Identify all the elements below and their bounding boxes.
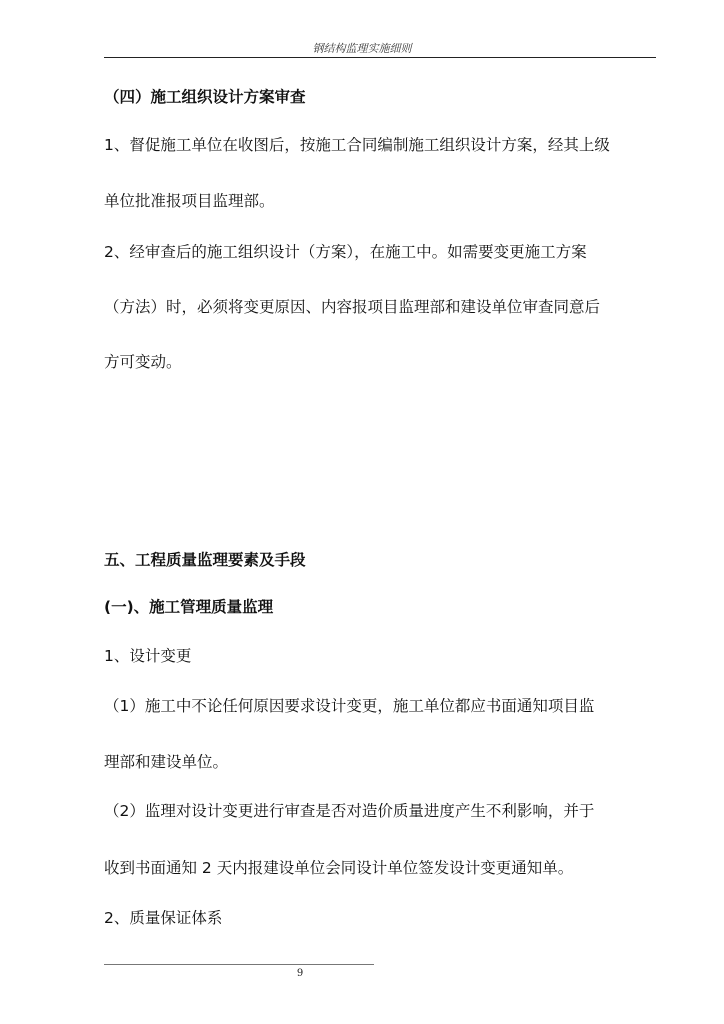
paragraph-line: （方法）时，必须将变更原因、内容报项目监理部和建设单位审查同意后 [104,298,601,316]
paragraph-line: 收到书面通知 2 天内报建设单位会同设计单位签发设计变更通知单。 [104,859,574,877]
paragraph-line: 理部和建设单位。 [104,753,229,771]
subsection-heading: (一)、施工管理质量监理 [104,598,274,616]
footer-rule [104,964,374,965]
section-heading-5: 五、工程质量监理要素及手段 [104,551,306,569]
paragraph-line: 1、督促施工单位在收图后，按施工合同编制施工组织设计方案，经其上级 [104,136,610,154]
header-title: 钢结构监理实施细则 [312,42,412,55]
list-item: 1、设计变更 [104,647,192,665]
section-heading-4: （四）施工组织设计方案审查 [104,88,306,106]
paragraph-line: 2、经审查后的施工组织设计（方案），在施工中。如需要变更施工方案 [104,243,587,261]
paragraph-line: （2）监理对设计变更进行审查是否对造价质量进度产生不利影响，并于 [104,802,595,820]
page-number: 9 [296,968,304,979]
list-item: 2、质量保证体系 [104,909,223,927]
paragraph-line: 单位批准报项目监理部。 [104,192,275,210]
paragraph-line: （1）施工中不论任何原因要求设计变更，施工单位都应书面通知项目监 [104,697,595,715]
paragraph-line: 方可变动。 [104,353,182,371]
header-rule [104,57,656,58]
